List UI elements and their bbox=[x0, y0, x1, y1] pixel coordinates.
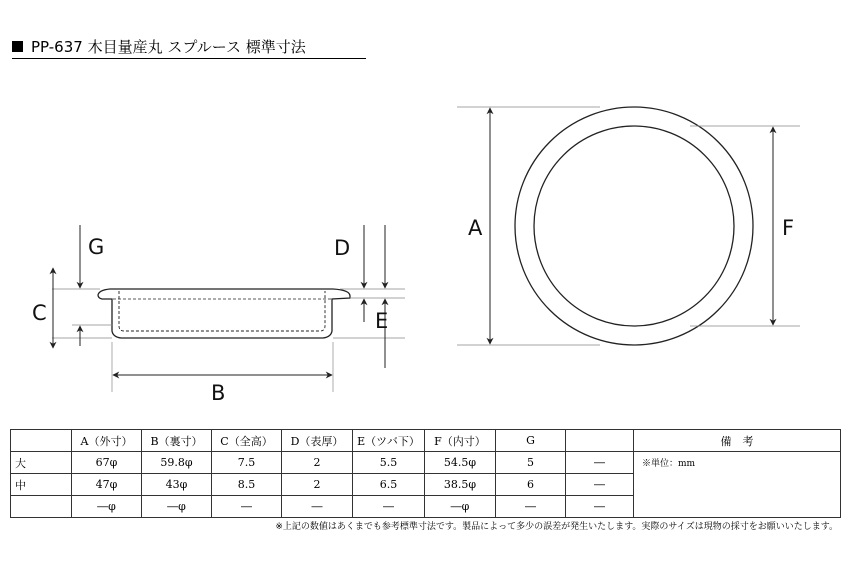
header-cell bbox=[11, 430, 72, 452]
table-cell: 67φ bbox=[72, 452, 142, 474]
label-b: B bbox=[211, 381, 226, 405]
table-cell: 2 bbox=[282, 452, 353, 474]
table-cell: 8.5 bbox=[212, 474, 282, 496]
table-cell: 47φ bbox=[72, 474, 142, 496]
header-cell: G bbox=[496, 430, 566, 452]
notes-cell: ※単位：mm bbox=[634, 452, 841, 518]
top-view bbox=[457, 107, 800, 345]
label-e: E bbox=[375, 309, 389, 333]
table-cell: 5 bbox=[496, 452, 566, 474]
table-cell: 54.5φ bbox=[425, 452, 496, 474]
label-g: G bbox=[88, 235, 105, 259]
label-a: A bbox=[468, 216, 483, 240]
table-cell: ―φ bbox=[142, 496, 212, 518]
table-cell: ―φ bbox=[425, 496, 496, 518]
table-header-row bbox=[11, 430, 841, 452]
table-cell: ― bbox=[282, 496, 353, 518]
inner-ring bbox=[534, 126, 734, 326]
header-cell: A（外寸） bbox=[72, 430, 142, 452]
table-cell: ― bbox=[566, 496, 634, 518]
header-cell: F（内寸） bbox=[425, 430, 496, 452]
table-cell: ― bbox=[496, 496, 566, 518]
label-d: D bbox=[334, 236, 351, 260]
label-c: C bbox=[32, 301, 47, 325]
table-cell: ―φ bbox=[72, 496, 142, 518]
table-cell: ― bbox=[566, 474, 634, 496]
table-cell: 5.5 bbox=[353, 452, 425, 474]
row-label bbox=[11, 496, 72, 518]
table-cell: 6 bbox=[496, 474, 566, 496]
header-cell: C（全高） bbox=[212, 430, 282, 452]
header-cell: E（ツバ下） bbox=[353, 430, 425, 452]
table-cell: ― bbox=[353, 496, 425, 518]
outer-ring bbox=[515, 107, 753, 345]
footnote: ※上記の数値はあくまでも参考標準寸法です。製品によって多少の誤差が発生いたします。実際のサイズは現物の採寸をお願いいたします。 bbox=[275, 522, 838, 532]
table-cell: 43φ bbox=[142, 474, 212, 496]
table-cell: 38.5φ bbox=[425, 474, 496, 496]
side-view bbox=[52, 225, 405, 392]
header-cell: B（裏寸） bbox=[142, 430, 212, 452]
spec-table bbox=[10, 429, 841, 518]
table-cell: 59.8φ bbox=[142, 452, 212, 474]
header-cell bbox=[566, 430, 634, 452]
table-row bbox=[11, 452, 841, 474]
row-label: 大 bbox=[11, 452, 72, 474]
table-cell: 6.5 bbox=[353, 474, 425, 496]
page-title-text: PP-637 木目量産丸 スプルース 標準寸法 bbox=[31, 38, 306, 56]
table-cell: 2 bbox=[282, 474, 353, 496]
header-cell-notes: 備 考 bbox=[634, 430, 841, 452]
header-cell: D（表厚） bbox=[282, 430, 353, 452]
profile-inner bbox=[119, 291, 325, 331]
row-label: 中 bbox=[11, 474, 72, 496]
label-f: F bbox=[782, 216, 795, 240]
table-cell: ― bbox=[212, 496, 282, 518]
table-cell: 7.5 bbox=[212, 452, 282, 474]
table-cell: ― bbox=[566, 452, 634, 474]
